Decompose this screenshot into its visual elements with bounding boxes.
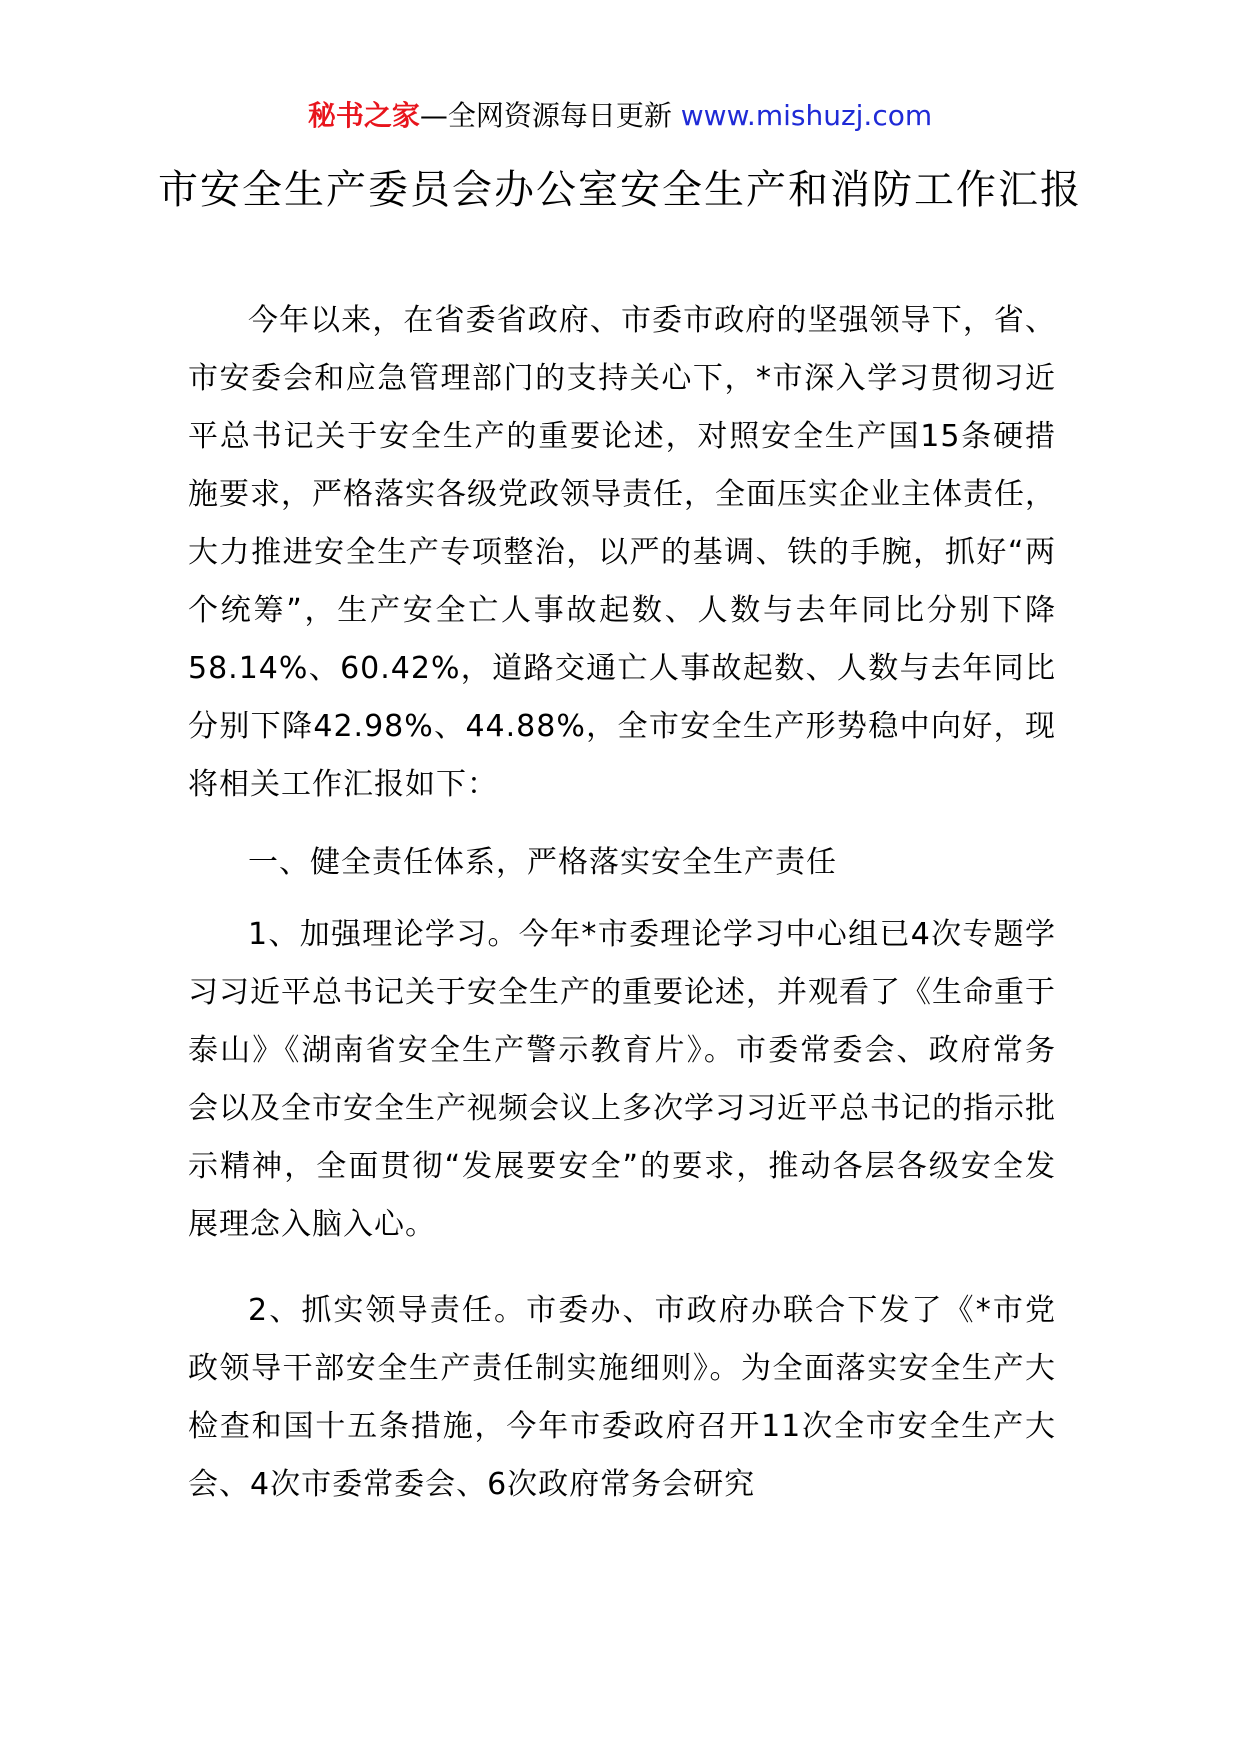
- body-paragraph: 1、加强理论学习。今年*市委理论学习中心组已4次专题学习习近平总书记关于安全生产的重要论述，并观看了《生命重于泰山》《湖南省安全生产警示教育片》。市委常委会、政府常务会以及全市安全生产视频会议上多次学习习近平总书记的指示批示精神，全面贯彻“发展要安全”的要求，推动各层各级安全发展理念入脑入心。: [188, 917, 1056, 1242]
- intro-paragraph: 今年以来，在省委省政府、市委市政府的坚强领导下，省、市安委会和应急管理部门的支持关心下，*市深入学习贯彻习近平总书记关于安全生产的重要论述，对照安全生产国15条硬措施要求，严格落实各级党政领导责任，全面压实企业主体责任，大力推进安全生产专项整治，以严的基调、铁的手腕，抓好“两个统筹”，生产安全亡人事故起数、人数与去年同比分别下降58.14%、60.42%，道路交通亡人事故起数、人数与去年同比分别下降42.98%、44.88%，全市安全生产形势稳中向好，现将相关工作汇报如下：: [188, 303, 1056, 802]
- section-heading: 一、健全责任体系，严格落实安全生产责任: [248, 845, 837, 880]
- document-title: 市安全生产委员会办公室安全生产和消防工作汇报: [158, 167, 1082, 213]
- site-header: [0, 96, 1240, 136]
- site-url-link[interactable]: www.mishuzj.com: [680, 99, 933, 132]
- body-paragraph: 2、抓实领导责任。市委办、市政府办联合下发了《*市党政领导干部安全生产责任制实施细则》。为全面落实安全生产大检查和国十五条措施，今年市委政府召开11次全市安全生产大会、4次市委常委会、6次政府常务会研究: [188, 1293, 1056, 1502]
- header-tagline: —全网资源每日更新: [419, 99, 681, 132]
- brand-name: 秘书之家: [307, 99, 420, 132]
- document-body: [188, 292, 1056, 1534]
